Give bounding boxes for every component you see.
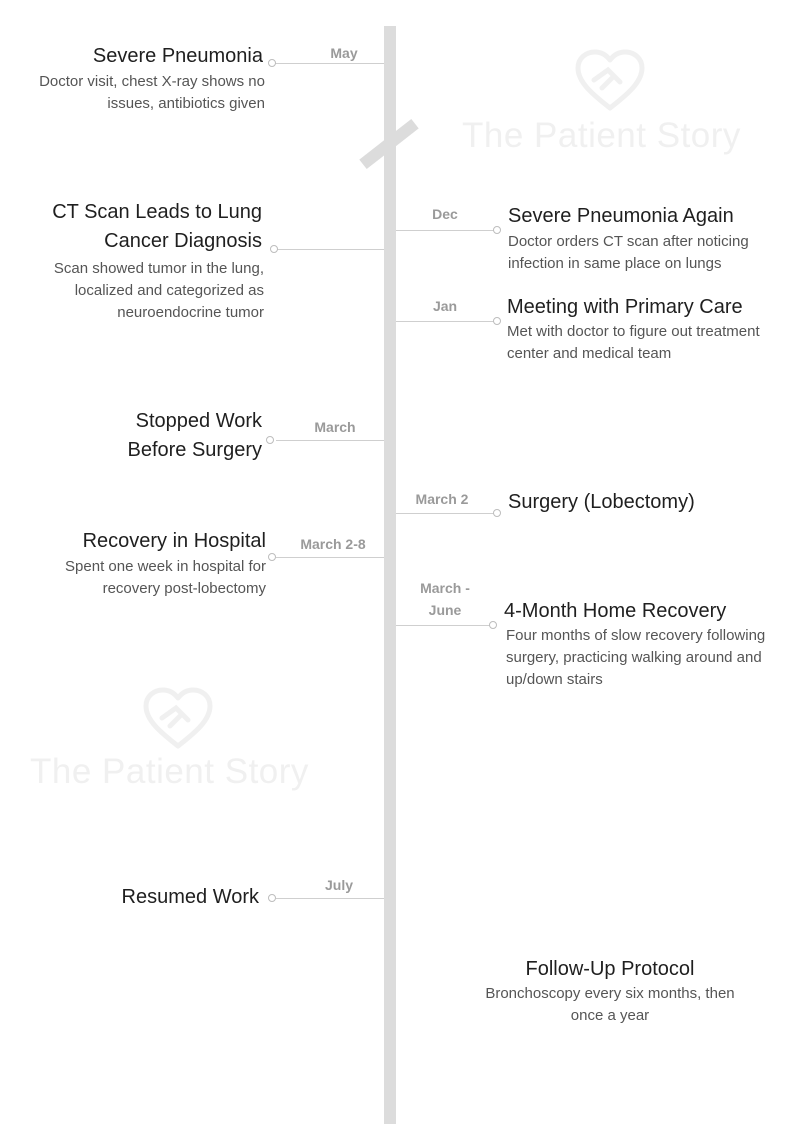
event-marker [493,509,501,517]
connector-line [396,321,494,322]
watermark-text-bottom: The Patient Story [30,752,309,791]
connector-line [276,898,384,899]
event-marker [493,226,501,234]
event-date: March [314,419,356,435]
event-marker [270,245,278,253]
connector-line [276,249,384,250]
event-title: Severe Pneumonia Again [508,205,734,227]
event-description: Bronchoscopy every six months, then once a year [485,985,735,1024]
event-marker [268,553,276,561]
event-date: March 2 [415,491,469,507]
watermark-text-top: The Patient Story [462,116,741,155]
event-title: Meeting with Primary Care [507,296,743,318]
connector-line [396,513,494,514]
connector-line [396,625,494,626]
connector-line [276,440,384,441]
event-title: Stopped Work Before Surgery [127,410,262,461]
event-date: May [330,45,358,61]
connector-line [276,557,384,558]
event-marker [489,621,497,629]
event-date: July [324,877,353,893]
event-description: Doctor orders CT scan after noticing infection in same place on lungs [508,233,749,272]
heart-handshake-icon [142,686,214,750]
event-title: Severe Pneumonia [92,45,263,67]
event-title: CT Scan Leads to Lung Cancer Diagnosis [52,201,262,252]
event-date: Jan [432,298,458,314]
event-date: Dec [432,206,458,222]
timeline-axis [384,26,396,1124]
event-marker [266,436,274,444]
event-description: Four months of slow recovery following surgery, practicing walking around and up/down stairs [506,627,766,688]
event-title: Follow-Up Protocol [525,958,695,980]
event-description: Met with doctor to figure out treatment center and medical team [507,323,760,362]
connector-line [396,230,494,231]
event-description: Doctor visit, chest X-ray shows no issues, antibiotics given [39,73,265,112]
event-title: Resumed Work [121,886,259,908]
event-description: Spent one week in hospital for recovery post-lobectomy [65,558,266,597]
event-title: Recovery in Hospital [82,530,266,552]
event-title: 4-Month Home Recovery [504,600,727,622]
event-marker [268,59,276,67]
event-date: March - June [420,580,470,618]
event-date: March 2-8 [300,536,366,552]
event-marker [268,894,276,902]
event-title: Surgery (Lobectomy) [508,491,695,513]
event-description: Scan showed tumor in the lung, localized and categorized as neuroendocrine tumor [53,260,264,321]
event-marker [493,317,501,325]
heart-handshake-icon [574,48,646,112]
